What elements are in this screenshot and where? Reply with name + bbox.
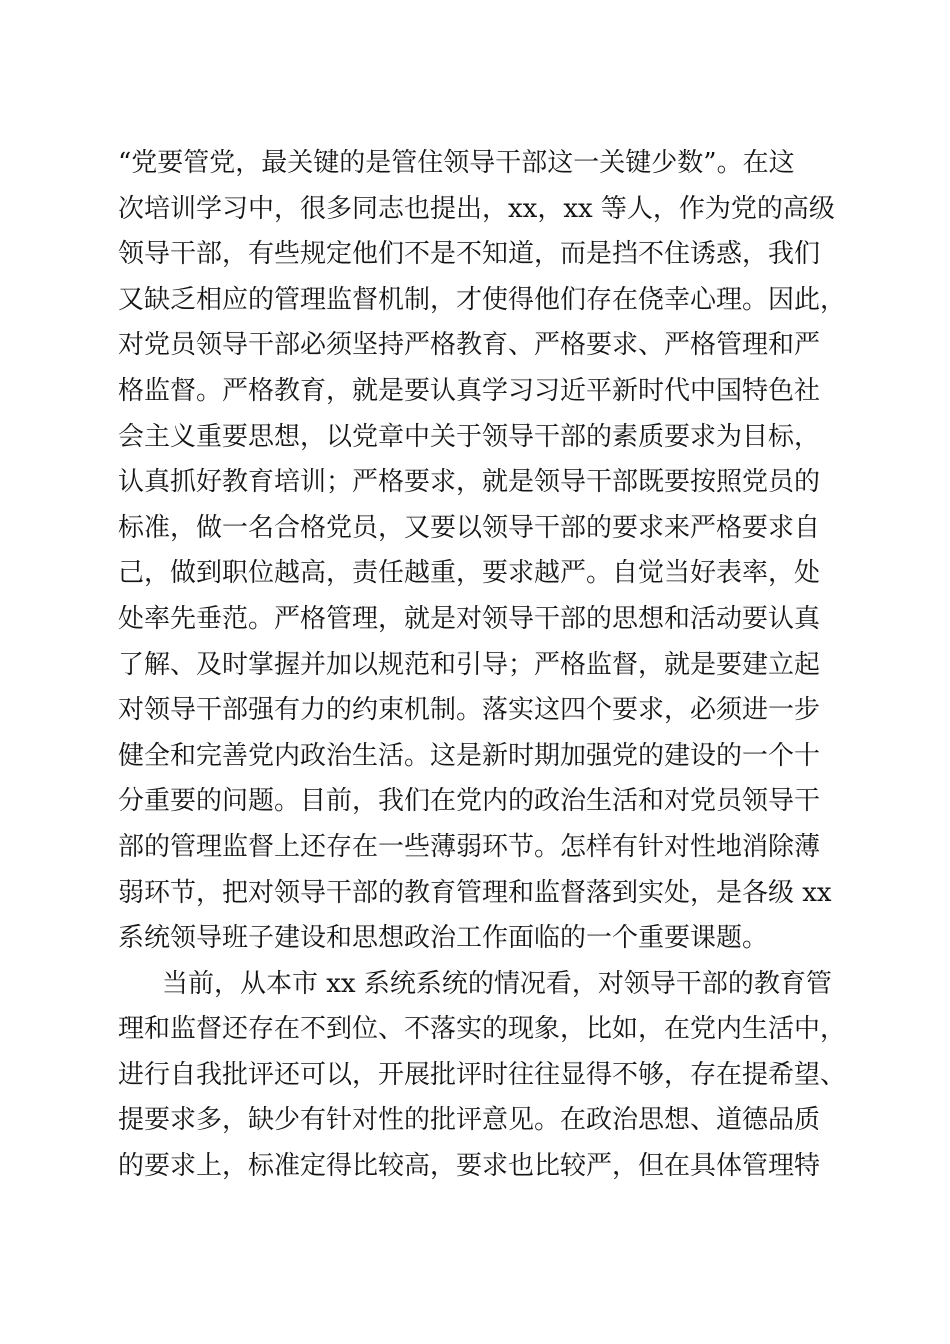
document-body [118,141,847,1190]
text-line-19: 当前，从本市 xx 系统系统的情况看，对领导干部的教育管 [162,968,832,999]
text-line-9: 标准，做一名合格党员，又要以领导干部的要求来严格要求自 [118,512,821,543]
text-line-5: 对党员领导干部必须坚持严格教育、严格要求、严格管理和严 [118,330,821,361]
text-line-2: 次培训学习中，很多同志也提出，xx，xx 等人，作为党的高级 [118,193,835,224]
text-line-23: 的要求上，标准定得比较高，要求也比较严，但在具体管理特 [118,1151,821,1182]
text-line-7: 会主义重要思想，以党章中关于领导干部的素质要求为目标， [118,421,821,452]
text-line-11: 处率先垂范。严格管理，就是对领导干部的思想和活动要认真 [118,603,821,634]
text-line-8: 认真抓好教育培训；严格要求，就是领导干部既要按照党员的 [118,467,821,498]
text-line-15: 分重要的问题。目前，我们在党内的政治生活和对党员领导干 [118,786,821,817]
text-line-16: 部的管理监督上还存在一些薄弱环节。怎样有针对性地消除薄 [118,831,821,862]
text-line-4: 又缺乏相应的管理监督机制，才使得他们存在侥幸心理。因此， [118,284,847,315]
text-line-3: 领导干部，有些规定他们不是不知道，而是挡不住诱惑，我们 [118,239,821,270]
text-line-22: 提要求多，缺少有针对性的批评意见。在政治思想、道德品质 [118,1105,821,1136]
text-line-13: 对领导干部强有力的约束机制。落实这四个要求，必须进一步 [118,695,821,726]
text-line-21: 进行自我批评还可以，开展批评时往往显得不够，存在提希望、 [118,1059,847,1090]
text-line-10: 己，做到职位越高，责任越重，要求越严。自觉当好表率，处 [118,558,821,589]
text-line-14: 健全和完善党内政治生活。这是新时期加强党的建设的一个十 [118,740,821,771]
text-line-6: 格监督。严格教育，就是要认真学习习近平新时代中国特色社 [118,375,821,406]
text-line-20: 理和监督还存在不到位、不落实的现象，比如，在党内生活中， [118,1014,847,1045]
text-line-18: 系统领导班子建设和思想政治工作面临的一个重要课题。 [118,923,769,954]
text-line-1: “党要管党，最关键的是管住领导干部这一关键少数”。在这 [118,148,795,178]
text-line-17: 弱环节，把对领导干部的教育管理和监督落到实处，是各级 xx [118,877,832,908]
text-line-12: 了解、及时掌握并加以规范和引导；严格监督，就是要建立起 [118,649,821,680]
